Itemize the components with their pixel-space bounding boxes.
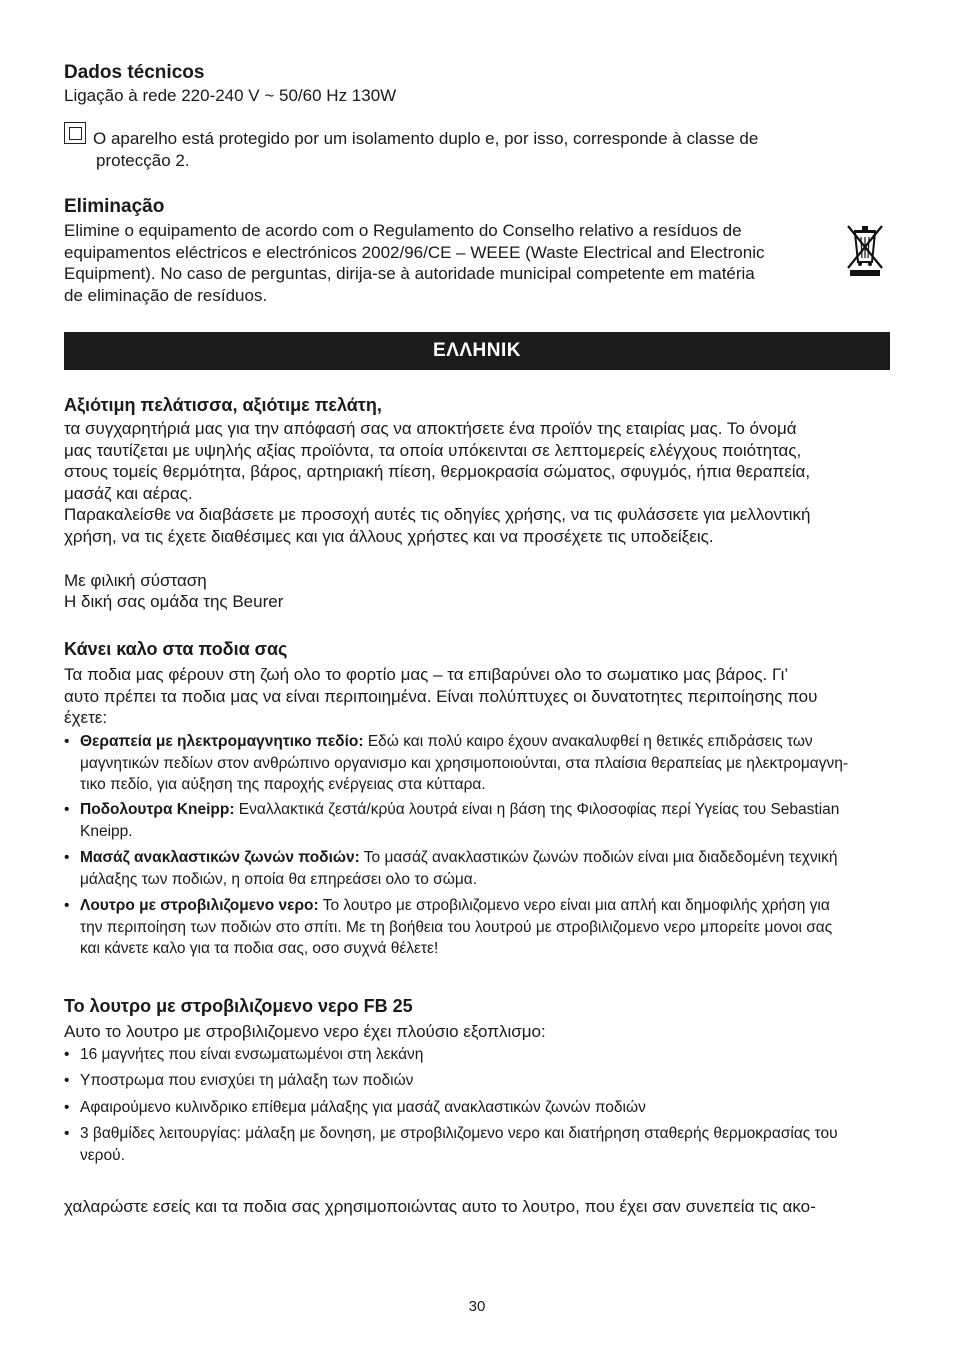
insulation-line-2: protecção 2.: [96, 151, 190, 170]
greeting-text: [64, 418, 890, 547]
greeting-line: μας ταυτίζεται με υψηλής αξίας προϊόντα, τα οποία υπόκεινται σε λεπτομερείς ελέγχους ποιότητας,: [64, 440, 802, 460]
bullet-title: Ποδολουτρα Kneipp:: [80, 801, 235, 818]
disposal-line: Elimine o equipamento de acordo com o Regulamento do Conselho relativo a resíduos de: [64, 221, 742, 240]
bullet-title: Μασάζ ανακλαστικών ζωνών ποδιών:: [80, 849, 360, 866]
bullet-icon: •: [64, 1125, 70, 1142]
disposal-line: equipamentos eléctricos e electrónicos 2002/96/CE – WEEE (Waste Electrical and Electronic: [64, 242, 765, 262]
bullet-text: 16 μαγνήτες που είναι ενσωματωμένοι στη λεκάνη: [80, 1046, 424, 1063]
bullet-text: τικο πεδίο, για αύξηση της παροχής ενέργειας στα κύτταρα.: [80, 776, 486, 793]
disposal-line: de eliminação de resíduos.: [64, 285, 268, 305]
language-banner: ΕΛΛΗΝΙΚ: [64, 332, 890, 370]
bullet-text: Εναλλακτικά ζεστά/κρύα λουτρά είναι η βάση της Φιλοσοφίας περί Υγείας του Sebastian: [234, 801, 840, 818]
bullet-icon: •: [64, 1072, 70, 1089]
bullet-text: 3 βαθμίδες λειτουργίας: μάλαξη με δονηση, με στροβιλιζομενο νερο και διατήρηση σταθερής θερμοκρασίας του: [80, 1125, 838, 1142]
bullet-text: Αφαιρούμενο κυλινδρικο επίθεμα μάλαξης για μασάζ ανακλαστικών ζωνών ποδιών: [80, 1099, 646, 1116]
bullet-text: μαγνητικών πεδίων στον ανθρώπινο οργανισμο και χρησιμοποιούνται, στα πλαίσια θεραπείας με ηλεκτρομαγνη-: [80, 754, 849, 772]
bullet-icon: •: [64, 801, 70, 818]
bullet-text: και κάνετε καλο για τα ποδια σας, οσο συχνά θέλετε!: [80, 940, 439, 957]
bullet-text: Το λουτρο με στροβιλιζομενο νερο είναι μια απλή και δημοφιλής χρήση για: [318, 897, 830, 914]
disposal-text: [64, 220, 834, 306]
bullet-icon: •: [64, 733, 70, 750]
crossed-bin-icon: [844, 222, 886, 278]
double-insulation-icon: [64, 122, 86, 144]
feet-line: Τα ποδια μας φέρουν στη ζωή ολο το φορτίο μας – τα επιβαρύνει ολο το σωματικο μας βάρος. Γι’: [64, 665, 789, 684]
insulation-line-1: O aparelho está protegido por um isolamento duplo e, por isso, corresponde à classe de: [93, 129, 759, 148]
closing-line-2: Η δική σας ομάδα της Beurer: [64, 592, 284, 611]
greeting-line: μασάζ και αέρας.: [64, 483, 193, 503]
feet-line: έχετε:: [64, 708, 108, 727]
bullet-icon: •: [64, 849, 70, 866]
greeting-line: Παρακαλείσθε να διαβάσετε με προσοχή αυτές τις οδηγίες χρήσης, να τις φυλάσσετε για μελλοντική: [64, 505, 811, 524]
greeting-heading: Αξιότιμη πελάτισσα, αξιότιμε πελάτη,: [64, 395, 382, 415]
tech-line: Ligação à rede 220-240 V ~ 50/60 Hz 130W: [64, 86, 397, 105]
greeting-line: στους τομείς θερμότητα, βάρος, αρτηριακή πίεση, θερμοκρασία σώματος, σφυγμός, ήπια θεραπεία,: [64, 462, 811, 481]
bullet-text: νερού.: [80, 1146, 125, 1164]
closing-line-1: Με φιλική σύσταση: [64, 571, 207, 590]
feet-text: [64, 664, 890, 729]
fb25-heading: Το λουτρο με στροβιλιζομενο νερο FB 25: [64, 996, 413, 1016]
bullet-title: Λουτρο με στροβιλιζομενο νερο:: [80, 897, 319, 914]
disposal-line: Equipment). No caso de perguntas, dirija-se à autoridade municipal competente em matéria: [64, 264, 755, 283]
bullet-icon: •: [64, 1046, 70, 1063]
feet-heading: Κάνει καλο στα ποδια σας: [64, 639, 288, 659]
fb25-closing: χαλαρώστε εσείς και τα ποδια σας χρησιμοποιώντας αυτο το λουτρο, που έχει σαν συνεπεία τις ακο-: [64, 1197, 816, 1216]
tech-heading: Dados técnicos: [64, 62, 205, 83]
bullet-text: Kneipp.: [80, 822, 133, 840]
greeting-line: χρήση, να τις έχετε διαθέσιμες και για άλλους χρήστες και να προσέχετε τις υποδείξεις.: [64, 526, 714, 546]
bullet-icon: •: [64, 1099, 70, 1116]
bullet-text: μάλαξης των ποδιών, η οποία θα επηρεάσει ολο το σώμα.: [80, 870, 478, 888]
greeting-line: τα συγχαρητήριά μας για την απόφασή σας να αποκτήσετε ένα προϊόν της εταιρίας μας. Το όνομά: [64, 419, 797, 438]
bullet-text: την περιποίηση των ποδιών στο σπίτι. Με τη βοήθεια του λουτρού με στροβιλιζομενο νερο μπορείτε μονοι σας: [80, 918, 833, 936]
page-number: 30: [468, 1298, 486, 1315]
bullet-text: Υποστρωμα που ενισχύει τη μάλαξη των ποδιών: [80, 1072, 414, 1089]
fb25-intro: Αυτο το λουτρο με στροβιλιζομενο νερο έχει πλούσιο εξοπλισμο:: [64, 1022, 546, 1041]
bullet-text: Το μασάζ ανακλαστικών ζωνών ποδιών είναι μια διαδεδομένη τεχνική: [359, 849, 838, 866]
disposal-heading: Eliminação: [64, 196, 165, 217]
feet-line: αυτο πρέπει τα ποδια μας να είναι περιποιημένα. Είναι πολύπτυχες οι δυνατοτητες περιποίησης που: [64, 686, 818, 706]
bullet-text: Εδώ και πολύ καιρο έχουν ανακαλυφθεί η θετικές επιδράσεις των: [363, 733, 813, 750]
bullet-icon: •: [64, 897, 70, 914]
bullet-title: Θεραπεία με ηλεκτρομαγνητικο πεδίο:: [80, 733, 364, 750]
